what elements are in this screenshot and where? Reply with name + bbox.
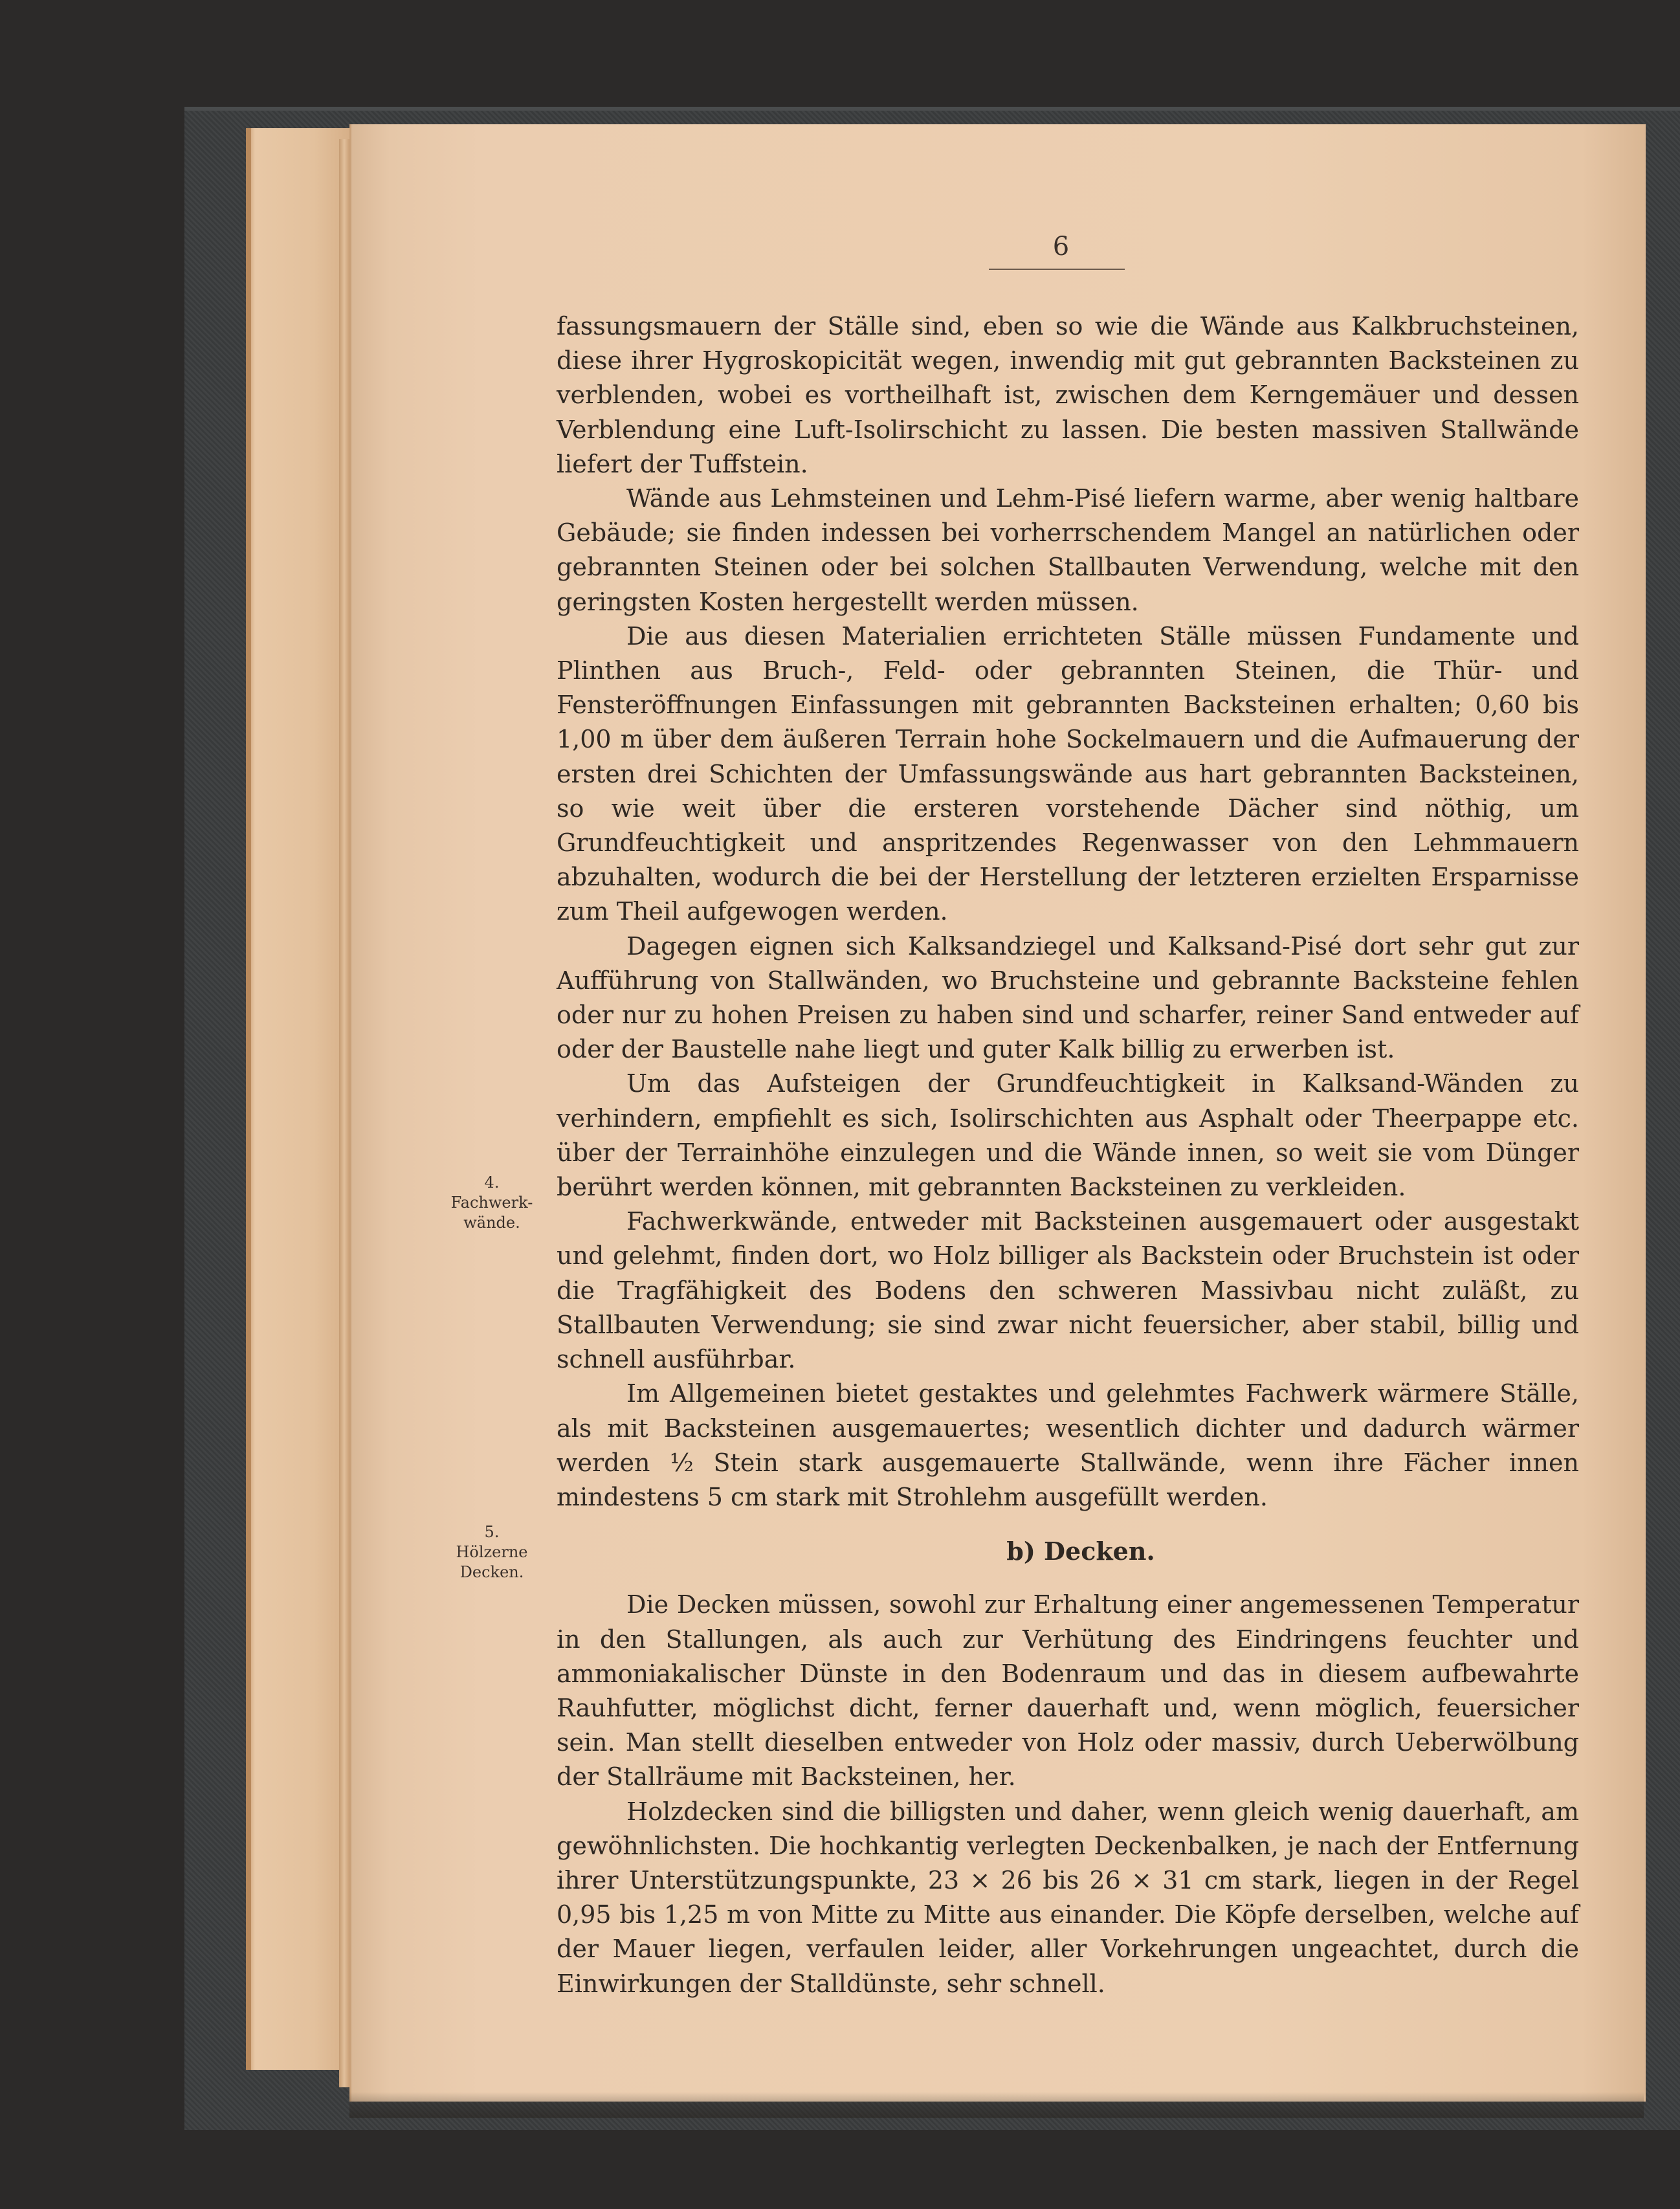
page-number: 6 [1052, 232, 1070, 261]
margin-note-label: Fachwerk- wände. [450, 1193, 533, 1232]
paragraph: Im Allgemeinen bietet gestaktes und gelehmtes Fachwerk wärmere Ställe, als mit Backsteinen ausgemauertes; wesentlich dichter und dadurch wärmer werden ½ Stein stark ausgemauerte Stallwände, wenn ihre Fächer innen mindestens 5 cm stark mit Strohlehm ausgefüllt werden. [557, 1379, 1579, 1511]
paragraph: Die Decken müssen, sowohl zur Erhaltung einer angemessenen Temperatur in den Stallungen, als auch zur Verhütung des Eindringens feuchter und ammoniakalischer Dünste in den Bodenraum und das in diesem aufbewahrte Rauhfutter, möglichst dicht, ferner dauerhaft und, wenn möglich, feuersicher sein. Man stellt dieselben entweder von Holz oder massiv, durch Ueberwölbung der Stallräume mit Backsteinen, her. [557, 1590, 1579, 1792]
paragraph: Holzdecken sind die billigsten und daher, wenn gleich wenig dauerhaft, am gewöhnlichsten. Die hochkantig verlegten Deckenbalken, je nach der Entfernung ihrer Unterstützungspunkte, 23 × 26 bis 26 × 31 cm stark, liegen in der Regel 0,95 bis 1,25 m von Mitte zu Mitte aus einander. Die Köpfe derselben, welche auf der Mauer liegen, verfaulen leider, aller Vorkehrungen ungeachtet, durch die Einwirkungen der Stalldünste, sehr schnell. [557, 1797, 1579, 1998]
section-gap [557, 1515, 1579, 1534]
margin-note-fachwerkwaende [440, 1173, 544, 1233]
paragraph: fassungsmauern der Ställe sind, eben so wie die Wände aus Kalkbruchsteinen, diese ihrer Hygroskopicität wegen, inwendig mit gut gebrannten Backsteinen zu verblenden, wobei es vortheilhaft ist, zwischen dem Kerngemäuer und dessen Verblendung eine Luft-Isolirschicht zu lassen. Die besten massiven Stallwände liefert der Tuffstein. [557, 312, 1579, 478]
body-text [557, 309, 1579, 2001]
margin-note-label: Hölzerne Decken. [456, 1543, 528, 1581]
page-fold [339, 139, 349, 2087]
paragraph: Wände aus Lehmsteinen und Lehm-Pisé liefern warme, aber wenig haltbare Gebäude; sie finden indessen bei vorherrschendem Mangel an natürlichen oder gebrannten Steinen oder bei solchen Stallbauten Verwendung, welche mit den geringsten Kosten hergestellt werden müssen. [557, 484, 1579, 616]
section-gap [557, 1568, 1579, 1588]
paragraph: Dagegen eignen sich Kalksandziegel und Kalksand-Pisé dort sehr gut zur Aufführung von Stallwänden, wo Bruchsteine und gebrannte Backsteine fehlen oder nur zu hohen Preisen zu haben sind und scharfer, reiner Sand entweder auf oder der Baustelle nahe liegt und guter Kalk billig zu erwerben ist. [557, 931, 1579, 1064]
margin-note-number: 4. [484, 1173, 500, 1192]
page-number-rule [989, 269, 1125, 270]
margin-note-number: 5. [484, 1523, 500, 1541]
paragraph: Die aus diesen Materialien errichteten Ställe müssen Fundamente und Plinthen aus Bruch-, Feld- oder gebrannten Steinen, die Thür- und Fensteröffnungen Einfassungen mit gebrannten Backsteinen erhalten; 0,60 bis 1,00 m über dem äußeren Terrain hohe Sockelmauern und die Aufmauerung der ersten drei Schichten der Umfassungswände aus hart gebrannten Backsteinen, so wie weit über die ersteren vorstehende Dächer sind nöthig, um Grundfeuchtigkeit und anspritzendes Regenwasser von den Lehmmauern abzuhalten, wodurch die bei der Herstellung der letzteren erzielten Ersparnisse zum Theil aufgewogen werden. [557, 621, 1579, 926]
margin-note-hoelzerne-decken [440, 1522, 544, 1582]
page-bottom-shadow [349, 2092, 1644, 2118]
section-heading: b) Decken. [1006, 1537, 1155, 1566]
paragraph: Fachwerkwände, entweder mit Backsteinen ausgemauert oder ausgestakt und gelehmt, finden dort, wo Holz billiger als Backstein oder Bruchstein ist oder die Tragfähigkeit des Bodens den schweren Massivbau nicht zuläßt, zu Stallbauten Verwendung; sie sind zwar nicht feuersicher, aber stabil, billig und schnell ausführbar. [557, 1207, 1579, 1374]
paragraph: Um das Aufsteigen der Grundfeuchtigkeit in Kalksand-Wänden zu verhindern, empfiehlt es sich, Isolirschichten aus Asphalt oder Theerpappe etc. über der Terrainhöhe einzulegen und die Wände innen, so weit sie vom Dünger berührt werden können, mit gebrannten Backsteinen zu verkleiden. [557, 1069, 1579, 1202]
